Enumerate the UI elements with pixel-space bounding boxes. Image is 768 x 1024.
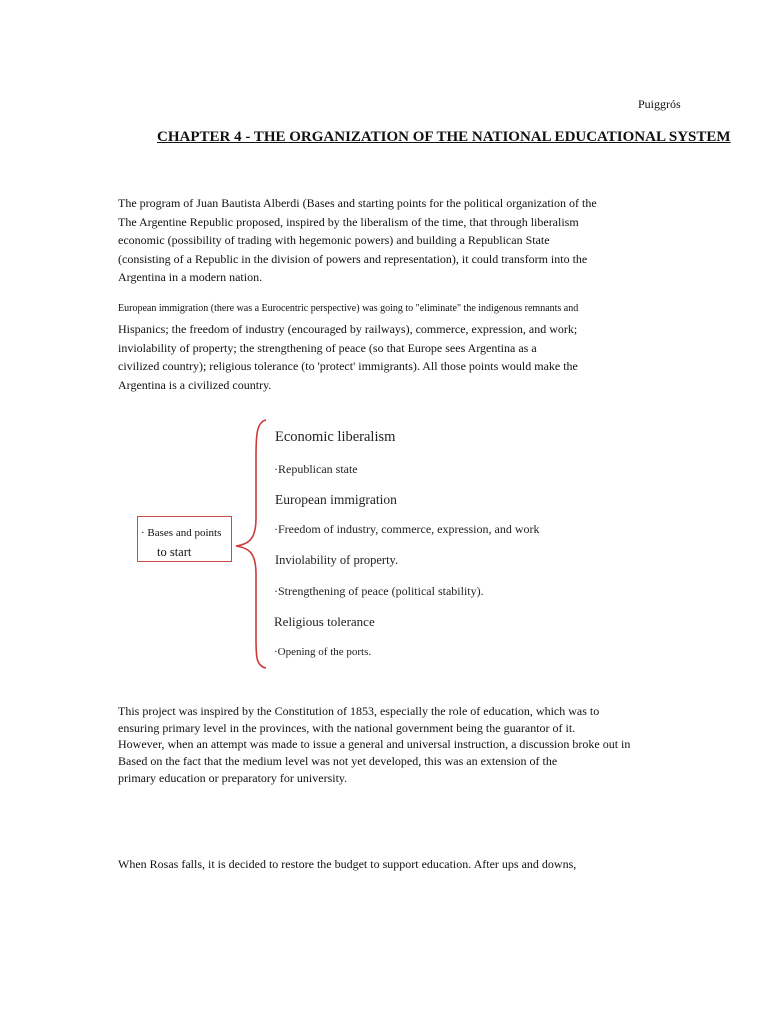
text-line: The program of Juan Bautista Alberdi (Bases and starting points for the political organization of the — [118, 196, 597, 210]
paragraph-alberdi — [118, 194, 597, 287]
text-line: Argentina in a modern nation. — [118, 270, 263, 284]
diagram-item: ·Strengthening of peace (political stability). — [274, 584, 484, 598]
chapter-title: CHAPTER 4 - THE ORGANIZATION OF THE NATIONAL EDUCATIONAL SYSTEM — [157, 129, 731, 145]
diagram-item: Religious tolerance — [274, 614, 375, 629]
text-line: The Argentine Republic proposed, inspired by the liberalism of the time, that through liberalism — [118, 214, 579, 229]
diagram-item: Inviolability of property. — [275, 553, 399, 567]
text-line: ensuring primary level in the provinces, with the national government being the guarantor of it. — [118, 720, 576, 735]
text-line: civilized country); religious tolerance (to 'protect' immigrants). All those points would make the — [118, 359, 578, 373]
text-line: (consisting of a Republic in the division of powers and representation), it could transform into the — [118, 251, 588, 266]
diagram-item: ·Freedom of industry, commerce, expression, and work — [274, 522, 540, 536]
bases-box-line2: to start — [157, 545, 192, 559]
diagram-item: ·Republican state — [274, 462, 358, 476]
author-name: Puiggrós — [638, 97, 681, 111]
diagram-item: ·Opening of the ports. — [274, 646, 372, 658]
bases-box-line1: · Bases and points — [141, 527, 222, 539]
diagram-item: Economic liberalism — [275, 429, 396, 445]
curly-brace-icon — [232, 418, 272, 670]
bases-box — [137, 516, 232, 562]
text-line: Based on the fact that the medium level was not yet developed, this was an extension of the — [118, 754, 558, 769]
text-line: inviolability of property; the strengthening of peace (so that Europe sees Argentina as a — [118, 340, 537, 355]
diagram-item: European immigration — [275, 492, 397, 507]
text-line: primary education or preparatory for university. — [118, 770, 348, 785]
text-line: However, when an attempt was made to issue a general and universal instruction, a discussion broke out in — [118, 737, 631, 752]
paragraph-immigration — [118, 320, 578, 394]
paragraph-rosas: When Rosas falls, it is decided to restore the budget to support education. After ups and downs, — [118, 857, 577, 871]
paragraph-immigration-first-line: European immigration (there was a Eurocentric perspective) was going to "eliminate" the indigenous remnants and — [118, 303, 579, 314]
text-line: Hispanics; the freedom of industry (encouraged by railways), commerce, expression, and work; — [118, 322, 578, 336]
text-line: Argentina is a civilized country. — [118, 377, 272, 392]
text-line: This project was inspired by the Constitution of 1853, especially the role of education, which was to — [118, 704, 600, 718]
text-line: economic (possibility of trading with hegemonic powers) and building a Republican State — [118, 233, 550, 247]
paragraph-constitution — [118, 703, 630, 787]
